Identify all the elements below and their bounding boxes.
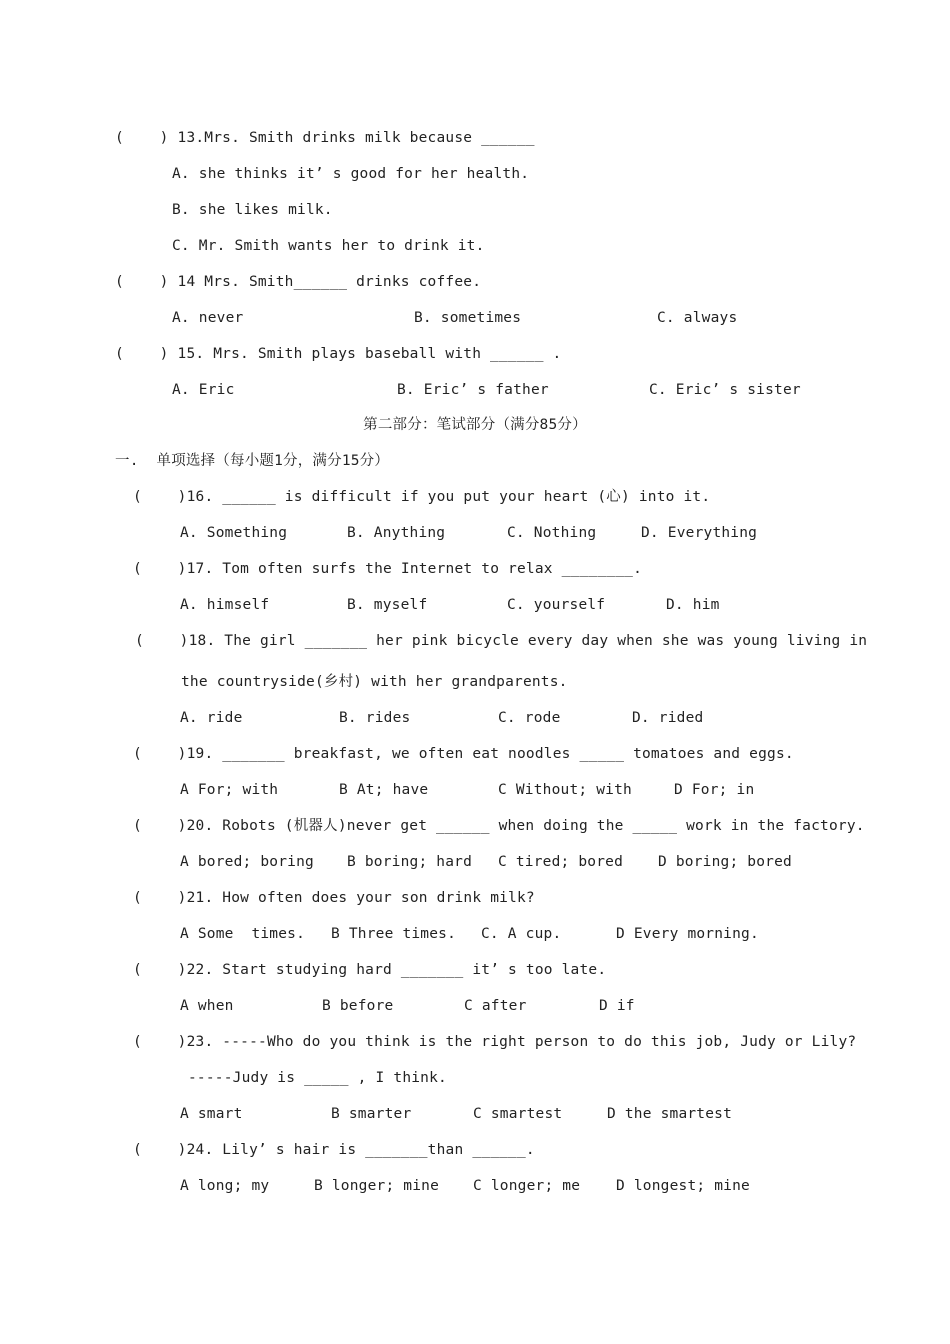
q19-option-d: D For; in (674, 782, 755, 798)
question-16-stem: ( )16. ______ is difficult if you put your heart (心) into it. (133, 489, 711, 505)
q18-option-a: A. ride (180, 710, 243, 726)
q22-option-d: D if (599, 998, 635, 1014)
q20-option-c: C tired; bored (498, 854, 624, 870)
q13-option-a: A. she thinks it’ s good for her health. (172, 166, 530, 182)
question-18-stem: ( )18. The girl _______ her pink bicycle every day when she was young living in (135, 633, 868, 649)
q14-option-a: A. never (172, 310, 244, 326)
question-17-stem: ( )17. Tom often surfs the Internet to relax ________. (133, 561, 642, 577)
q15-option-c: C. Eric’ s sister (649, 382, 801, 398)
q19-option-c: C Without; with (498, 782, 632, 798)
q14-option-c: C. always (657, 310, 738, 326)
q21-option-b: B Three times. (331, 926, 457, 942)
q20-option-d: D boring; bored (658, 854, 792, 870)
q20-option-b: B boring; hard (347, 854, 473, 870)
q23-option-c: C smartest (473, 1106, 563, 1122)
q15-option-a: A. Eric (172, 382, 235, 398)
q22-option-c: C after (464, 998, 527, 1014)
q20-option-a: A bored; boring (180, 854, 314, 870)
q16-option-a: A. Something (180, 525, 288, 541)
q16-option-d: D. Everything (641, 525, 758, 541)
q23-option-b: B smarter (331, 1106, 412, 1122)
part2-title: 第二部分：笔试部分（满分85分） (363, 417, 587, 433)
q15-option-b: B. Eric’ s father (397, 382, 549, 398)
question-20-stem: ( )20. Robots (机器人)never get ______ when doing the _____ work in the factory. (133, 818, 865, 834)
q13-option-b: B. she likes milk. (172, 202, 333, 218)
q16-option-c: C. Nothing (507, 525, 597, 541)
question-23-stem: ( )23. -----Who do you think is the right person to do this job, Judy or Lily? (133, 1034, 857, 1050)
q21-option-a: A Some times. (180, 926, 306, 942)
q18-option-b: B. rides (339, 710, 411, 726)
question-23-continuation: -----Judy is _____ , I think. (188, 1070, 447, 1086)
section1-heading: 一. 单项选择（每小题1分，满分15分） (115, 453, 390, 469)
question-18-continuation: the countryside(乡村) with her grandparents. (181, 674, 568, 690)
question-19-stem: ( )19. _______ breakfast, we often eat noodles _____ tomatoes and eggs. (133, 746, 794, 762)
q24-option-a: A long; my (180, 1178, 270, 1194)
q17-option-d: D. him (666, 597, 720, 613)
q17-option-a: A. himself (180, 597, 270, 613)
question-24-stem: ( )24. Lily’ s hair is _______than ______. (133, 1142, 535, 1158)
q18-option-d: D. rided (632, 710, 704, 726)
q13-option-c: C. Mr. Smith wants her to drink it. (172, 238, 485, 254)
q21-option-c: C. A cup. (481, 926, 562, 942)
q17-option-b: B. myself (347, 597, 428, 613)
q19-option-a: A For; with (180, 782, 279, 798)
q23-option-d: D the smartest (607, 1106, 733, 1122)
q17-option-c: C. yourself (507, 597, 606, 613)
q24-option-b: B longer; mine (314, 1178, 440, 1194)
question-15-stem: ( ) 15. Mrs. Smith plays baseball with ______ . (115, 346, 562, 362)
question-14-stem: ( ) 14 Mrs. Smith______ drinks coffee. (115, 274, 482, 290)
q24-option-d: D longest; mine (616, 1178, 750, 1194)
q19-option-b: B At; have (339, 782, 429, 798)
question-13-stem: ( ) 13.Mrs. Smith drinks milk because ______ (115, 130, 535, 146)
q14-option-b: B. sometimes (414, 310, 522, 326)
q24-option-c: C longer; me (473, 1178, 581, 1194)
question-21-stem: ( )21. How often does your son drink milk? (133, 890, 535, 906)
q18-option-c: C. rode (498, 710, 561, 726)
q22-option-b: B before (322, 998, 394, 1014)
q21-option-d: D Every morning. (616, 926, 759, 942)
q22-option-a: A when (180, 998, 234, 1014)
q16-option-b: B. Anything (347, 525, 446, 541)
q23-option-a: A smart (180, 1106, 243, 1122)
question-22-stem: ( )22. Start studying hard _______ it’ s too late. (133, 962, 607, 978)
